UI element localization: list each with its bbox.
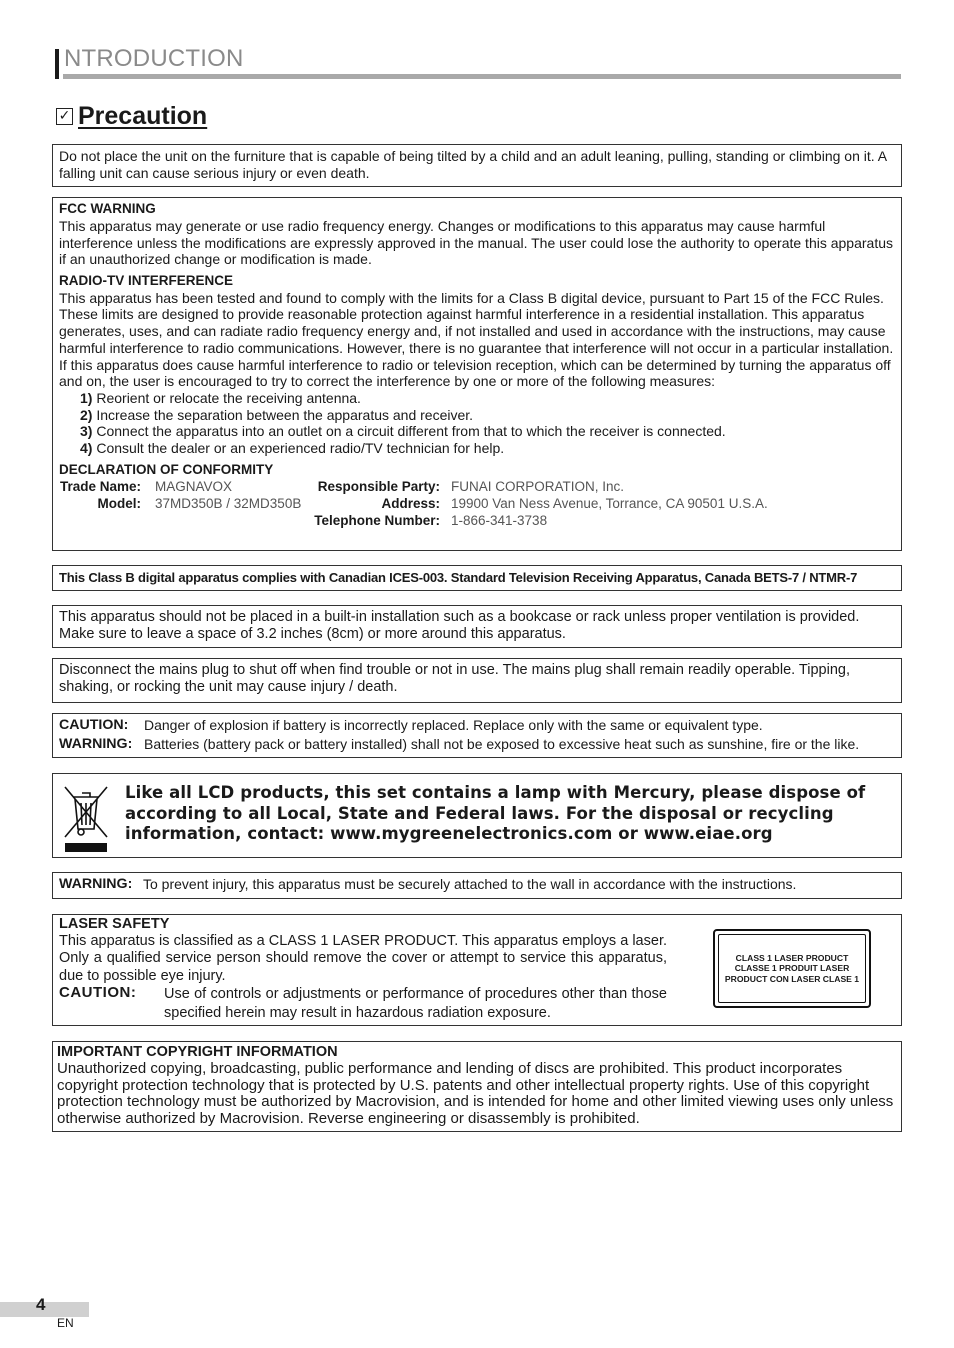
battery-caution-text: Danger of explosion if battery is incorrectly replaced. Replace only with the same or equivalent type.: [144, 717, 763, 733]
measure-item: [59, 423, 895, 440]
battery-caution-label: CAUTION:: [59, 717, 129, 733]
battery-warning-text: Batteries (battery pack or battery installed) shall not be exposed to excessive heat such as sunshine, fire or the like.: [144, 735, 860, 752]
laser-label-line: CLASS 1 LASER PRODUCT: [735, 952, 849, 963]
section-title: [56, 102, 207, 131]
measure-text: Increase the separation between the apparatus and receiver.: [96, 406, 474, 423]
model-label: Model:: [97, 495, 141, 511]
battery-caution-row: [59, 717, 895, 734]
tilt-notice-box: [52, 144, 902, 187]
laser-caution-label: CAUTION:: [59, 984, 137, 1002]
wall-warning-row: [59, 876, 895, 893]
measure-item: [59, 440, 895, 457]
chapter-header: [55, 44, 901, 80]
mercury-box: [52, 773, 902, 858]
measure-text: Reorient or relocate the receiving antenna.: [96, 389, 361, 406]
radio-tv-heading: RADIO-TV INTERFERENCE: [59, 272, 234, 288]
section-title-text: Precaution: [78, 102, 208, 130]
trade-name-value: MAGNAVOX: [155, 478, 233, 494]
copyright-text: Unauthorized copying, broadcasting, public performance and lending of discs are prohibited. This product incorporates copyright protection technology that is protected by U.S. patents and other intellectual property rights. Use of this copyright protection technology must be authorized by Macrovision, and is intended for home and other limited viewing uses only unless otherwise authorized by Macrovision. Reverse engineering or disassembly is prohibited.: [57, 1059, 894, 1128]
measure-number: 3): [80, 423, 93, 440]
laser-heading: LASER SAFETY: [59, 916, 170, 932]
header-bar: [55, 49, 59, 79]
laser-label-inner: [718, 934, 866, 1003]
measure-item: [59, 407, 895, 424]
measure-item: [59, 390, 895, 407]
battery-warning-row: [59, 736, 895, 753]
measure-text: Connect the apparatus into an outlet on a circuit different from that to which the receiver is connected.: [96, 423, 726, 440]
canada-compliance-text: This Class B digital apparatus complies with Canadian ICES-003. Standard Television Receiving Apparatus, Canada BETS-7 / NTMR-7: [59, 570, 858, 585]
laser-text: This apparatus is classified as a CLASS 1 LASER PRODUCT. This apparatus employs a laser. Only a qualified service person should remove the cover or attempt to service this apparatus, due to possible eye injury.: [59, 932, 667, 984]
ventilation-text: This apparatus should not be placed in a built-in installation such as a bookcase or rack unless proper ventilation is provided. Make sure to leave a space of 3.2 inches (8cm) or more around this apparatus.: [59, 609, 860, 642]
mains-box: [52, 658, 902, 703]
address-label: Address:: [381, 495, 440, 511]
fcc-heading: FCC WARNING: [59, 201, 156, 216]
chapter-title: NTRODUCTION: [64, 45, 244, 72]
checkbox-icon: ✓: [56, 108, 73, 125]
ventilation-box: [52, 605, 902, 648]
radio-tv-text: This apparatus has been tested and found to comply with the limits for a Class B digital device, pursuant to Part 15 of the FCC Rules. These limits are designed to provide reasonable protection against harmful interference in a residential installation. This apparatus generates, uses, and can radiate radio frequency energy and, if not installed and used in accordance with the instructions, may cause harmful interference to radio communications. However, there is no guarantee that interference will not occur in a particular installation. If this apparatus does cause harmful interference to radio or television reception, which can be determined by turning the apparatus off and on, the user is encouraged to try to correct the interference by one or more of the following measures:: [59, 289, 894, 390]
copyright-heading: IMPORTANT COPYRIGHT INFORMATION: [57, 1044, 338, 1060]
responsible-party-label: Responsible Party:: [317, 478, 440, 494]
address-value: 19900 Van Ness Avenue, Torrance, CA 90501 U.S.A.: [451, 495, 768, 511]
laser-caution-row: [59, 985, 667, 1022]
laser-label-line: PRODUCT CON LASER CLASE 1: [724, 973, 860, 984]
tilt-notice-text: Do not place the unit on the furniture that is capable of being tilted by a child and an adult leaning, pulling, standing or climbing on it. A falling unit can cause serious injury or even death.: [59, 148, 887, 181]
measure-number: 4): [80, 440, 93, 457]
wall-warning-box: [52, 872, 902, 899]
conformity-heading: DECLARATION OF CONFORMITY: [59, 461, 274, 477]
header-rule: [63, 74, 901, 79]
battery-warning-label: WARNING:: [59, 735, 133, 752]
battery-box: [52, 713, 902, 758]
model-value: 37MD350B / 32MD350B: [155, 495, 302, 511]
conformity-table: [59, 479, 895, 535]
trade-name-label: Trade Name:: [59, 478, 141, 494]
laser-safety-box: [52, 914, 902, 1026]
canada-compliance-box: [52, 565, 902, 591]
wall-warning-text: To prevent injury, this apparatus must be securely attached to the wall in accordance with the instructions.: [143, 876, 797, 892]
telephone-value: 1-866-341-3738: [451, 512, 548, 528]
wall-warning-label: WARNING:: [59, 876, 133, 892]
page-number: 4: [36, 1295, 46, 1314]
mercury-text: Like all LCD products, this set contains a lamp with Mercury, please dispose of according to all Local, State and Federal laws. For the disposal or recycling information, contact: www.mygreenelectronics.com or www.eiae.org: [125, 783, 866, 843]
laser-label-line: CLASSE 1 PRODUIT LASER: [734, 963, 850, 974]
responsible-party-value: FUNAI CORPORATION, Inc.: [451, 478, 625, 494]
mains-text: Disconnect the mains plug to shut off when find trouble or not in use. The mains plug shall remain readily operable. Tipping, shaking, or rocking the unit may cause injury / death.: [59, 662, 850, 695]
class1-laser-label: [713, 929, 871, 1008]
measure-text: Consult the dealer or an experienced radio/TV technician for help.: [96, 440, 505, 457]
fcc-box: [52, 197, 902, 551]
laser-caution-text: Use of controls or adjustments or performance of procedures other than those specified herein may result in hazardous radiation exposure.: [164, 986, 667, 1021]
telephone-label: Telephone Number:: [314, 512, 440, 528]
language-code: EN: [57, 1316, 74, 1330]
measure-number: 2): [80, 406, 93, 423]
copyright-box: [52, 1041, 902, 1132]
fcc-text: This apparatus may generate or use radio frequency energy. Changes or modifications to this apparatus may cause harmful interference unless the modifications are expressly approved in the manual. The user could lose the authority to operate this apparatus if an unauthorized change or modification is made.: [59, 217, 894, 268]
crossed-out-wheelie-bin-icon: [61, 781, 111, 853]
measure-number: 1): [80, 389, 93, 406]
